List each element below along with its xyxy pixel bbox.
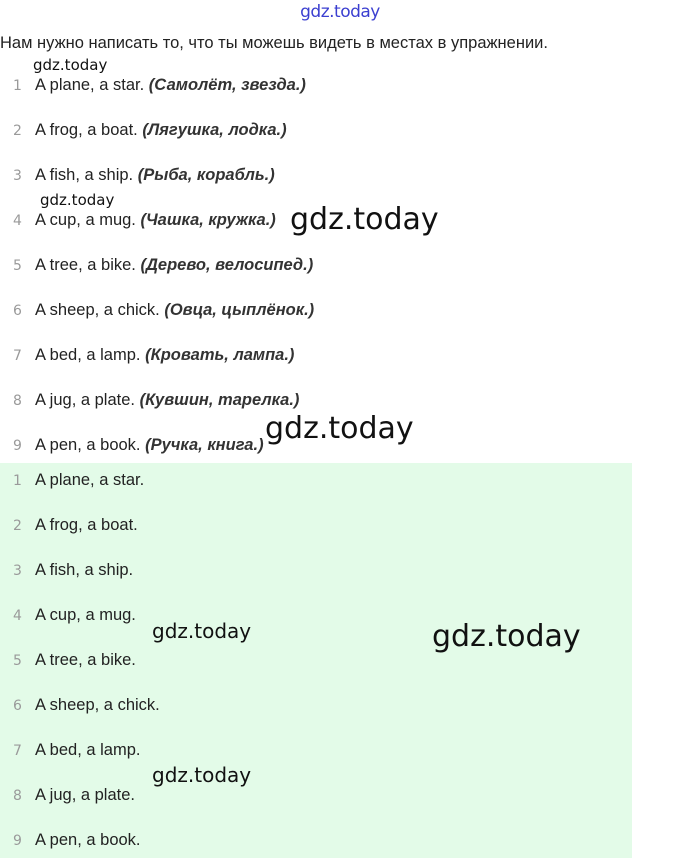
item-number: 6 bbox=[13, 302, 22, 319]
item-text: A bed, a lamp. bbox=[35, 741, 141, 759]
list-item bbox=[0, 333, 680, 378]
item-text: A jug, a plate. bbox=[35, 786, 135, 804]
item-translation: (Кровать, лампа.) bbox=[145, 346, 295, 364]
item-text: A cup, a mug. bbox=[35, 211, 136, 229]
watermark: gdz.today bbox=[432, 619, 581, 654]
item-text: A pen, a book. bbox=[35, 436, 141, 454]
item-text: A cup, a mug. bbox=[35, 606, 136, 624]
item-translation: (Самолёт, звезда.) bbox=[148, 76, 306, 94]
item-number: 2 bbox=[13, 517, 22, 534]
list-item bbox=[0, 243, 680, 288]
list-item bbox=[0, 773, 632, 818]
list-item bbox=[0, 548, 632, 593]
item-number: 1 bbox=[13, 77, 22, 94]
list-item bbox=[0, 683, 632, 728]
item-number: 3 bbox=[13, 562, 22, 579]
item-text: A plane, a star. bbox=[35, 76, 145, 94]
list-item bbox=[0, 503, 632, 548]
item-translation: (Кувшин, тарелка.) bbox=[139, 391, 300, 409]
item-number: 5 bbox=[13, 257, 22, 274]
item-number: 5 bbox=[13, 652, 22, 669]
item-number: 2 bbox=[13, 122, 22, 139]
watermark: gdz.today bbox=[33, 56, 108, 74]
item-translation: (Дерево, велосипед.) bbox=[140, 256, 314, 274]
intro-text: Нам нужно написать то, что ты можешь видеть в местах в упражнении. bbox=[0, 34, 548, 52]
item-text: A frog, a boat. bbox=[35, 121, 138, 139]
item-translation: (Ручка, книга.) bbox=[145, 436, 264, 454]
list-item bbox=[0, 818, 632, 863]
item-translation: (Рыба, корабль.) bbox=[137, 166, 275, 184]
item-number: 1 bbox=[13, 472, 22, 489]
item-text: A jug, a plate. bbox=[35, 391, 135, 409]
item-number: 9 bbox=[13, 832, 22, 849]
item-text: A tree, a bike. bbox=[35, 256, 136, 274]
item-text: A plane, a star. bbox=[35, 471, 145, 489]
watermark: gdz.today bbox=[265, 411, 414, 446]
header-watermark: gdz.today bbox=[300, 2, 380, 22]
plain-answer-list bbox=[0, 463, 632, 858]
item-number: 7 bbox=[13, 742, 22, 759]
item-number: 8 bbox=[13, 392, 22, 409]
list-item bbox=[0, 458, 632, 503]
item-translation: (Лягушка, лодка.) bbox=[142, 121, 287, 139]
list-item bbox=[0, 288, 680, 333]
item-text: A fish, a ship. bbox=[35, 561, 134, 579]
item-number: 7 bbox=[13, 347, 22, 364]
watermark: gdz.today bbox=[290, 202, 439, 237]
watermark: gdz.today bbox=[40, 191, 115, 209]
list-item bbox=[0, 108, 680, 153]
item-text: A fish, a ship. bbox=[35, 166, 134, 184]
item-number: 9 bbox=[13, 437, 22, 454]
item-translation: (Чашка, кружка.) bbox=[140, 211, 276, 229]
item-text: A pen, a book. bbox=[35, 831, 141, 849]
item-text: A tree, a bike. bbox=[35, 651, 136, 669]
item-number: 8 bbox=[13, 787, 22, 804]
item-number: 3 bbox=[13, 167, 22, 184]
list-item bbox=[0, 728, 632, 773]
item-translation: (Овца, цыплёнок.) bbox=[164, 301, 315, 319]
item-number: 4 bbox=[13, 212, 22, 229]
item-text: A bed, a lamp. bbox=[35, 346, 141, 364]
item-text: A frog, a boat. bbox=[35, 516, 138, 534]
item-text: A sheep, a chick. bbox=[35, 696, 160, 714]
watermark: gdz.today bbox=[152, 619, 252, 643]
watermark: gdz.today bbox=[152, 763, 252, 787]
item-text: A sheep, a chick. bbox=[35, 301, 160, 319]
item-number: 6 bbox=[13, 697, 22, 714]
item-number: 4 bbox=[13, 607, 22, 624]
